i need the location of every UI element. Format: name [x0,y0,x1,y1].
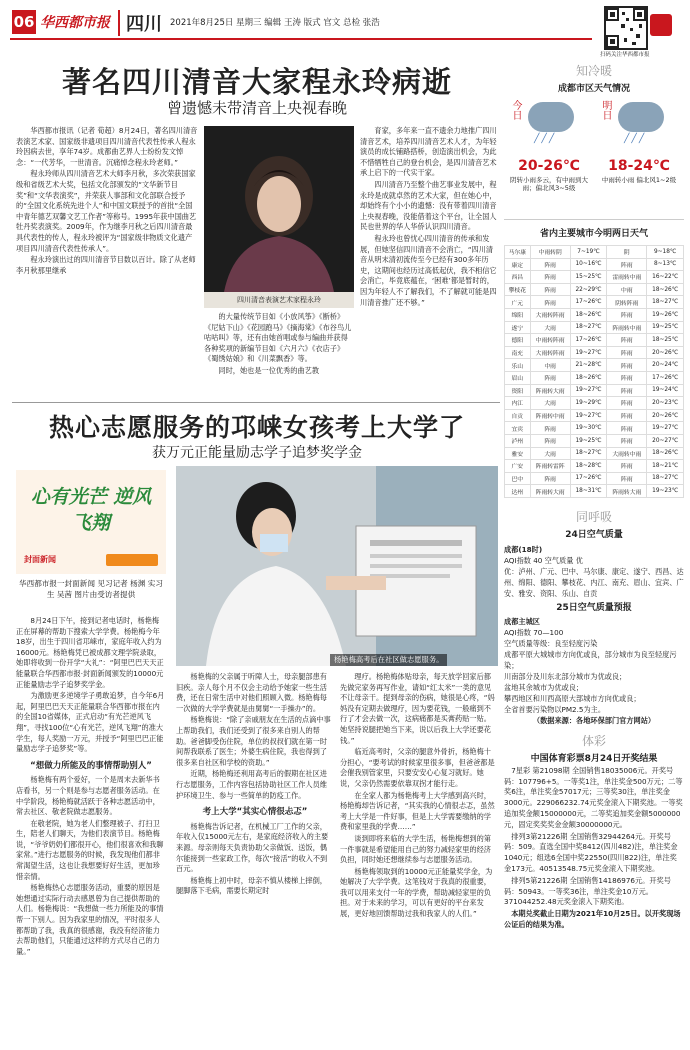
city-cell: 20~23℃ [647,397,684,410]
paragraph: 程永玲演出过的四川清音节目数以百计。除了从老师李月秋那里继承 [16,255,196,275]
city-cell: 阵雨 [530,271,570,284]
city-cell: 阵雨 [607,258,647,271]
city-row [505,308,684,321]
campaign-banner [16,470,166,574]
section-heading: 考上大学“其实心情很忐忑” [202,807,308,818]
city-cell: 19~23℃ [647,485,684,498]
city-cell: 18~26℃ [647,283,684,296]
city-cell: 8~13℃ [647,258,684,271]
fc-line: 川南部分及川东北部分城市为优或良； [504,671,627,681]
city-cell: 19~24℃ [647,384,684,397]
paragraph: 近期，杨艳梅还利用高考后的假期在社区进行志愿服务，工作内容包括协助社区工作人员维护环境卫生、参与一些简单的防疫工作。 [176,769,327,800]
city-cell: 阵雨转大雨 [530,485,570,498]
city-cell: 阵雨 [607,434,647,447]
paragraph: 在全家人都为杨艳梅考上大学感到高兴时，杨艳梅却告诉记者，“其实我的心情很忐忑，虽然考上大学是一件好事，但是上大学需要缴纳的学费和家里我的学费……” [340,790,495,832]
fc-line: 空气质量等级：良至轻度污染 [504,638,598,648]
city-cell: 阵雨 [607,384,647,397]
fc-line: （数据来源：各地环保部门官方网站） [532,715,656,725]
city-row [505,246,684,259]
weather-tomorrow [596,96,682,196]
city-cell: 20~24℃ [647,359,684,372]
city-cell: 9~18℃ [647,246,684,259]
city-cell: 攀枝花 [505,283,531,296]
city-cell: 阵雨转大雨 [607,485,647,498]
paragraph: 8月24日下午，接到记者电话时，杨艳梅正在屏幕的帮助下搜索大学学费。杨艳梅今年18岁，出生于四川省邛崃市，家庭年收入约为16000元。杨艳梅凭已被成都文理学院录取，她即将收到一份开学“大礼”：“阿里巴巴天天正能量联合华西都市报·封面新闻颁发的10000元正能量励志学子追梦奖学金。 [16,616,164,689]
city-cell: 19~29℃ [570,397,607,410]
city-cell: 阵雨转中雨 [607,321,647,334]
article2-col1 [16,616,166,1044]
city-cell: 22~29℃ [570,283,607,296]
city-cell: 18~27℃ [647,472,684,485]
divider [12,402,500,403]
city-cell: 19~27℃ [647,422,684,435]
aq-title: 24日空气质量 [565,529,623,540]
city-cell: 绵阳 [505,308,531,321]
app-logo-icon [650,14,672,36]
fc-line: 成都主城区 [504,616,540,626]
city-cell: 阵雨 [530,258,570,271]
photo-caption: 四川清音表演艺术家程永玲 [204,292,354,308]
city-cell: 19~27℃ [570,346,607,359]
volunteer-photo [176,466,498,666]
lottery-results [504,766,684,931]
rain-drops-icon: ╱╱╱ [534,134,557,144]
city-row [505,258,684,271]
weather-desc: 中雨转小雨 偏北风1~2级 [601,176,677,184]
city-cell: 西昌 [505,271,531,284]
qr-pattern [606,8,646,48]
city-cell: 阵雨 [530,296,570,309]
city-cell: 18~31℃ [570,485,607,498]
city-row [505,321,684,334]
article1-title: 著名四川清音大家程永玲病逝 [61,65,452,99]
portrait-photo [204,126,354,292]
city-cell: 阵雨 [607,359,647,372]
city-cell: 南充 [505,346,531,359]
city-cell: 17~26℃ [570,334,607,347]
city-cell: 7~19℃ [570,246,607,259]
city-cell: 阵雨 [530,422,570,435]
city-cell: 阵雨 [607,371,647,384]
city-cell: 德阳 [505,334,531,347]
paragraph: 临近高考时，父亲的腿意外骨折，杨艳梅十分担心，“要考试的时候家里很多事，但爸爸都是会催我别管家里，只要安安心心复习就好。她说，父亲仍然需要依靠双拐才能行走。 [340,747,495,788]
city-row [505,271,684,284]
city-cell: 马尔康 [505,246,531,259]
fc-line: 成都平原大城城市方向优或良，部分城市为良至轻度污染； [504,649,677,670]
partner-logo-icon [106,554,158,566]
city-cell: 乐山 [505,359,531,372]
air-quality [504,544,684,726]
city-cell: 18~26℃ [570,371,607,384]
city-row [505,460,684,473]
article1-col3 [360,126,498,398]
city-cell: 阵雨转大雨 [530,384,570,397]
paragraph: 杨艳梅上初中时，母亲不慎从楼梯上摔倒，腿脚落下毛病，需要长期定时 [176,875,327,896]
city-cell: 康定 [505,258,531,271]
aq-line: 成都(18时) [504,544,543,554]
city-cell: 泸州 [505,434,531,447]
article1-col1 [16,126,198,386]
city-cell: 中雨 [530,359,570,372]
city-cell: 18~28℃ [570,460,607,473]
city-row [505,397,684,410]
city-cell: 17~26℃ [647,371,684,384]
section-title: 四川 [118,10,162,36]
paragraph: 谈到即将来临的大学生活，杨艳梅想到的第一件事就是希望能用自己的努力减轻家里的经济负担，同时她还想继续参与志愿服务活动。 [340,833,491,865]
rain-cloud-icon [618,102,664,132]
photo-caption: 杨艳梅高考后在社区做志愿服务。 [330,654,447,666]
city-cell: 10~16℃ [570,258,607,271]
city-cell: 18~27℃ [647,296,684,309]
weather-head: 知冷暖 [575,64,612,78]
section-heading: “想做力所能及的事情帮助别人” [30,760,152,771]
city-cell: 阵雨 [607,422,647,435]
paragraph: 为激励更多逆境学子勇敢追梦，自今年6月起，阿里巴巴天天正能量联合华西都市报在内的全国10省媒体，正式启动“有光芒逆风飞翔”，寻找100位“心有光芒，逆风飞翔”的准大学生，每人奖励一万元，并授予“阿里巴巴正能量励志学子追梦奖”等。 [16,691,165,754]
aq-head: 同呼吸 [575,509,612,524]
city-cell: 阵雨 [530,472,570,485]
paragraph: 四川清音乃至整个曲艺事业发展中，程永玲是成就卓然的艺术大家，但在她心中，却始终有个小小的遗憾：没有带着四川清音上央视春晚，没能借着这个平台，让全国人民也世界的华人华侨认识四川清音。 [360,179,497,232]
city-row [505,359,684,372]
city-row [505,346,684,359]
city-cell: 19~25℃ [647,321,684,334]
city-cell: 阵雨 [607,460,647,473]
day-label: 今日 [510,100,521,120]
city-cell: 大雨 [530,321,570,334]
city-row [505,434,684,447]
city-cell: 18~26℃ [570,308,607,321]
article2-title: 热心志愿服务的邛崃女孩考上大学了 [48,413,465,442]
city-cell: 中雨转阵雨 [530,334,570,347]
aq-line: AQI指数 40 空气质量 优 [504,555,583,565]
city-cell: 广安 [505,460,531,473]
paragraph: 在敬老院，她为老人们整理被子、打扫卫生，陪老人们聊天，为他们表演节目。杨艳梅说，“爷爷奶奶们都很开心，他们很喜欢和我聊家常。”进行志愿服务的时候，我发现他们都非常渴望生活，这也让我想要好好生活，更加珍惜亲情。 [16,818,164,881]
city-cell: 20~26℃ [647,409,684,422]
paragraph: 程永玲师从四川清音艺术大师李月秋，多次荣获国家级和省级艺术大奖，包括文化部颁发的“文华新节目奖”和“文华表演奖”，并荣获人事部和文化部联合授予的“全国文化系统先进个人”和中国文联授予的首批“全国中青年德艺双馨文艺工作者”等称号。1995年获中国曲艺牡丹奖表演奖。2009年，作为继李月秋之后四川清音最具代表性的传人，程永玲被评为“国家级非物质文化遗产项目四川清音代表性传承人”。 [16,169,197,253]
paragraph: 同时，她也是一位优秀的曲艺教 [218,365,320,375]
city-cell: 15~25℃ [570,271,607,284]
city-cell: 阵雨 [607,346,647,359]
temperature: 20-26℃ [518,158,580,174]
article2-col2 [176,672,334,1044]
city-row [505,422,684,435]
brand-label: 封面新闻 [24,555,56,564]
city-row [505,472,684,485]
page-number: 06 [12,10,36,34]
city-cell: 宜宾 [505,422,531,435]
city-cell: 20~27℃ [647,434,684,447]
lottery-item: 排列5第21226期 全国销售14186976元。开奖号码：50943。一等奖36注，单注奖金10万元。371044252.48元奖金滚入下期奖池。 [504,875,671,907]
lottery-item: 排列3第21226期 全国销售32944264元。开奖号码：509。直选全国中奖8412(四川482)注，单注奖金1040元；组选6全国中奖22550(四川822)注，单注奖金173元。40513548.75元奖金滚入下期奖池。 [504,831,678,874]
weather-title: 成都市区天气情况 [557,84,630,94]
city-cell: 17~26℃ [570,296,607,309]
paragraph: 华西都市报讯（记者 荀超）8月24日，著名四川清音表演艺术家、国家级非遗项目四川清音代表性传承人程永玲因病去世，享年74岁。成都曲艺界人士纷纷发文悼念：“一代芳华，一世清音。沉痛悼念程永玲老师。” [16,126,198,167]
city-row [505,296,684,309]
cities-weather-table [504,245,684,498]
city-cell: 17~26℃ [570,472,607,485]
cities-title: 省内主要城市今明两日天气 [539,229,648,239]
city-cell: 阵雨 [607,308,647,321]
fc-line: 盆地其余城市为优或良； [504,682,584,692]
city-cell: 雷雨转中雨 [607,271,647,284]
city-cell: 阵雨 [530,371,570,384]
city-row [505,384,684,397]
lottery-item: 7星彩 第21098期 全国销售18035006元。开奖号码：107796+5。一等奖1注，单注奖金500万元；二等奖6注，单注奖金57017元；三等奖30注，单注奖金3000元。229066232.74元奖金滚入下期奖池。一等奖追加奖金额15000000元，二等奖追加奖金额5000000元，固定奖奖奖金金额30000000元。 [504,765,683,829]
city-row [505,447,684,460]
city-cell: 眉山 [505,371,531,384]
city-row [505,371,684,384]
city-cell: 大雨 [530,397,570,410]
fc-line: 全省首要污染物以PM2.5为主。 [504,704,606,714]
city-cell: 阵雨转中雨 [530,409,570,422]
city-cell: 18~26℃ [647,447,684,460]
paragraph: 杨艳梅热心志愿服务活动，重要的原因是她想通过实际行动去感恩曾为自己提供帮助的人们。杨艳梅说：“我想做一些力所能及的事情帮一下别人。因为我家里的情况，平时很多人都帮助了我，我真的很感谢，我没有经济能力去帮助他们，只能通过这样的方式尽自己的力量。” [16,883,164,956]
city-cell: 大雨 [530,447,570,460]
city-cell: 阵雨 [607,334,647,347]
weather-desc: 阴转小雨多云，有中雨到大雨；偏北风3~5级 [510,176,588,192]
paper-logo: 华西都市报 [40,15,110,31]
city-cell: 19~26℃ [647,308,684,321]
rain-drops-icon: ╱╱╱ [624,134,647,144]
qr-caption: 扫码关注华西都市报 [600,52,650,58]
city-cell: 内江 [505,397,531,410]
article2-byline: 华西都市报一封面新闻 见习记者 杨渊 实习生 吴茜 图片由受访者提供 [19,579,163,599]
city-cell: 中雨 [607,283,647,296]
city-cell: 18~27℃ [570,321,607,334]
city-cell: 19~25℃ [570,434,607,447]
paragraph: 杨艳梅说：“除了亲戚朋友在生活的点滴中事上帮助我们，我们还受到了很多来自别人的帮助。爸爸脚受伤住院，单位的叔叔们就在第一时间帮我联系了医生；外婆生病住院，我也得到了很多来自社区和学校的资助。” [176,715,331,767]
city-cell: 阵雨转雷阵 [530,460,570,473]
article2-subtitle: 获万元正能量励志学子追梦奖学金 [152,445,362,461]
paragraph: 的大量传统节目如《小放风筝》《断桥》《尼姑下山》《花园跑马》《摘海棠》《布谷鸟儿咕咕叫》等，还有由她首唱或参与编曲并获得各种奖项的新编节目如《六月六》《衣店子》《蜀绣姑娘》和《川菜飘香》等。 [204,312,352,364]
lottery-note: 本期兑奖截止日期为2021年10月25日。以开奖现场公证后的结果为准。 [504,909,681,930]
city-cell: 阵雨 [530,283,570,296]
weather-today [506,96,592,196]
sport-head: 体彩 [581,733,606,748]
sport-title: 中国体育彩票8月24日开奖结果 [530,753,658,764]
city-cell: 19~30℃ [570,422,607,435]
city-cell: 中雨转阴 [530,246,570,259]
city-cell: 18~27℃ [570,447,607,460]
fc-line: AQI指数 70—100 [504,627,564,637]
city-row [505,283,684,296]
paragraph: 育家，多年来一直不遗余力地推广四川清音艺术，培养四川清音艺术人才，为年轻演员的成长铺路搭桥，创造演出机会，为此不惜牺牲自己的登台机会，是四川清音艺术承上启下的一代实干家。 [360,126,497,178]
city-cell: 遂宁 [505,321,531,334]
city-cell: 阵雨 [607,472,647,485]
city-cell: 阵雨 [607,397,647,410]
paragraph: 程永玲也曾忧心四川清音的传承和发展，但她坚信四川清音不会消亡，“四川清音从明末清初流传至今已经有300多年历史，这期间也经历过高低起伏，我不相信它会消亡，毕竟底蕴在，‘困难’都是暂时的，因为年轻人不了解我们，不了解就可能是四川清音推广还不够。” [360,233,497,307]
paragraph: 杨艳梅的父亲属于听障人士，母亲腿部患有旧疾。亲人每个月不仅会主动给予她家一些生活费，还在日常生活中对他们照顾入微。杨艳梅每一次做的大学学费就是由舅舅“一手操办”的。 [176,672,327,713]
article1-col2 [204,312,354,398]
city-cell: 阴 [607,246,647,259]
paragraph: 杨艳梅领取到的10000元正能量奖学金，为她解决了大学学费。这笔钱对于我真的很重要，我可以用来支付一年的学费，帮助减轻家里的负担。对于未来的学习，可以有更好的平台来发展，更好地回馈帮助过我和我家人的人们。” [340,866,493,919]
city-cell: 自贡 [505,409,531,422]
city-cell: 大雨转阵雨 [530,346,570,359]
city-cell: 16~22℃ [647,271,684,284]
city-cell: 巴中 [505,472,531,485]
city-row [505,485,684,498]
paragraph: 理疗。杨艳梅体贴母亲，每天放学回家后都先做完家务再写作业，请如“红太米”一类的意见不让母亲干。提到母亲的伤病，她很是心疼，“妈妈没有定期去做理疗，因为要花钱，一般痛到不行了才会去做一次，这病痛都是买膏药贴一贴。她坚持说腿把她当下来，说以后我上大学还要花钱。” [340,672,495,745]
campaign-slogan: 心有光芒 逆风飞翔 [30,486,152,534]
paragraph: 杨艳梅有两个爱好，一个是周末去新华书店看书，另一个则是参与志愿者服务活动。在中学阶段，杨艳梅就活跃于各种志愿活动中，常去社区、敬老院做志愿服务。 [16,775,160,817]
city-cell: 18~25℃ [647,334,684,347]
rain-cloud-icon [528,102,574,132]
city-cell: 19~27℃ [570,409,607,422]
city-row [505,334,684,347]
article2-col3 [340,672,498,1044]
city-cell: 广元 [505,296,531,309]
city-cell: 21~28℃ [570,359,607,372]
temperature: 18-24℃ [608,158,670,174]
city-cell: 19~27℃ [570,384,607,397]
city-cell: 阵雨 [607,409,647,422]
fc-line: 攀西地区和川西高原大部城市方向优或良； [504,693,641,703]
qr-code[interactable] [604,6,648,50]
city-cell: 大雨转阵雨 [530,308,570,321]
city-cell: 大雨转中雨 [607,447,647,460]
date-line: 2021年8月25日 星期三 编辑 王涛 版式 官文 总检 张浩 [170,18,380,28]
city-cell: 资阳 [505,384,531,397]
paragraph: 杨艳梅告诉记者，在机械工厂工作的父亲，年收入仅15000元左右，是家庭经济收入的主要来源。母亲则每天负责协助父亲做饭、送饭，偶尔能接到一些家政工作，每次“接活”的收入不到百元。 [176,821,329,874]
city-cell: 阴转阵雨 [607,296,647,309]
aq-line: 优：泸州、广元、巴中、马尔康、康定、遂宁、西昌、达州、绵阳、德阳、攀枝花、内江、南充、眉山、宜宾、广安、雅安、资阳、乐山、自贡 [504,566,684,598]
city-cell: 雅安 [505,447,531,460]
sidebar [504,62,684,1046]
weather-panel [504,96,684,220]
article1-subtitle: 曾遗憾未带清音上央视春晚 [166,99,347,117]
city-row [505,409,684,422]
city-cell: 18~21℃ [647,460,684,473]
city-cell: 20~26℃ [647,346,684,359]
day-label: 明日 [600,100,611,120]
city-cell: 达州 [505,485,531,498]
forecast-title: 25日空气质量预报 [556,602,632,613]
header-rule [10,38,592,40]
city-cell: 阵雨 [530,434,570,447]
